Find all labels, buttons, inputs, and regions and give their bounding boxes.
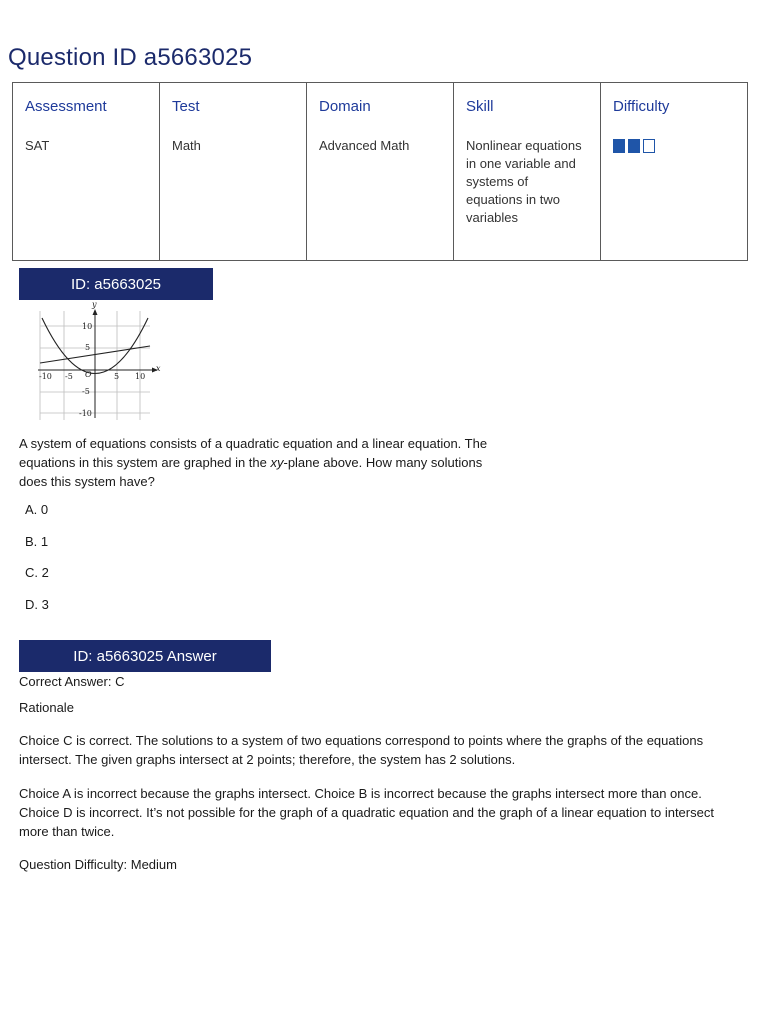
header-test: Test bbox=[160, 83, 307, 131]
y-tick-label: -10 bbox=[79, 409, 92, 418]
x-tick-label: -10 bbox=[39, 372, 52, 381]
question-graph bbox=[34, 300, 166, 422]
y-tick-label: 5 bbox=[85, 343, 91, 352]
question-meta-table bbox=[12, 82, 748, 261]
graph-svg bbox=[34, 300, 166, 422]
y-tick-label: -5 bbox=[82, 387, 90, 396]
rationale-paragraph: Choice C is correct. The solutions to a system of two equations correspond to points where the graphs of the equations intersect. The given graphs intersect at 2 points; therefore, the system has 2 solutions. bbox=[19, 733, 704, 767]
y-tick-label: 10 bbox=[82, 322, 93, 331]
question-text bbox=[19, 434, 489, 491]
answer-choices bbox=[25, 500, 49, 626]
header-assessment: Assessment bbox=[13, 83, 160, 131]
question-id-banner: ID: a5663025 bbox=[19, 268, 213, 300]
value-test: Math bbox=[160, 131, 307, 261]
choice-b: B. 1 bbox=[25, 533, 49, 549]
x-axis-label: x bbox=[156, 364, 161, 373]
y-axis-label: y bbox=[92, 300, 97, 309]
graph-axes bbox=[38, 313, 154, 418]
x-tick-label: 5 bbox=[114, 372, 120, 381]
value-skill: Nonlinear equations in one variable and systems of equations in two variables bbox=[454, 131, 601, 261]
value-difficulty bbox=[601, 131, 748, 261]
x-tick-label: -5 bbox=[65, 372, 73, 381]
question-difficulty: Question Difficulty: Medium bbox=[19, 857, 177, 872]
choice-a: A. 0 bbox=[25, 502, 49, 517]
header-difficulty: Difficulty bbox=[601, 83, 748, 131]
rationale-label: Rationale bbox=[19, 700, 74, 715]
difficulty-indicator bbox=[613, 139, 735, 153]
header-skill: Skill bbox=[454, 83, 601, 131]
y-axis-arrow bbox=[93, 309, 98, 315]
question-text-italic: xy bbox=[270, 455, 284, 470]
correct-answer: Correct Answer: C bbox=[19, 674, 125, 689]
value-assessment: SAT bbox=[13, 131, 160, 261]
header-domain: Domain bbox=[307, 83, 454, 131]
meta-value-row bbox=[13, 131, 748, 261]
difficulty-box-filled bbox=[628, 139, 640, 153]
rationale-paragraph: Choice A is incorrect because the graphs intersect. Choice B is incorrect because the graphs intersect more than once. Choice D is incorrect. It’s not possible for the graph of a quadratic equation and the graph of a linear equation to intersect more than twice. bbox=[19, 786, 714, 839]
choice-c: C. 2 bbox=[25, 565, 49, 580]
difficulty-box-filled bbox=[613, 139, 625, 153]
origin-label: O bbox=[85, 370, 92, 379]
value-domain: Advanced Math bbox=[307, 131, 454, 261]
answer-id-banner: ID: a5663025 Answer bbox=[19, 640, 271, 672]
page-title: Question ID a5663025 bbox=[8, 44, 253, 71]
question-text-part: -plane above. How many solutions does this system have? bbox=[19, 455, 483, 489]
choice-d: D. 3 bbox=[25, 596, 49, 612]
x-tick-label: 10 bbox=[135, 372, 146, 381]
question-text-part: A system of equations consists of a quadratic equation and a linear equation. The equations in this system are graphed in the bbox=[19, 436, 488, 470]
difficulty-box-empty bbox=[643, 139, 655, 153]
meta-header-row bbox=[13, 83, 748, 131]
